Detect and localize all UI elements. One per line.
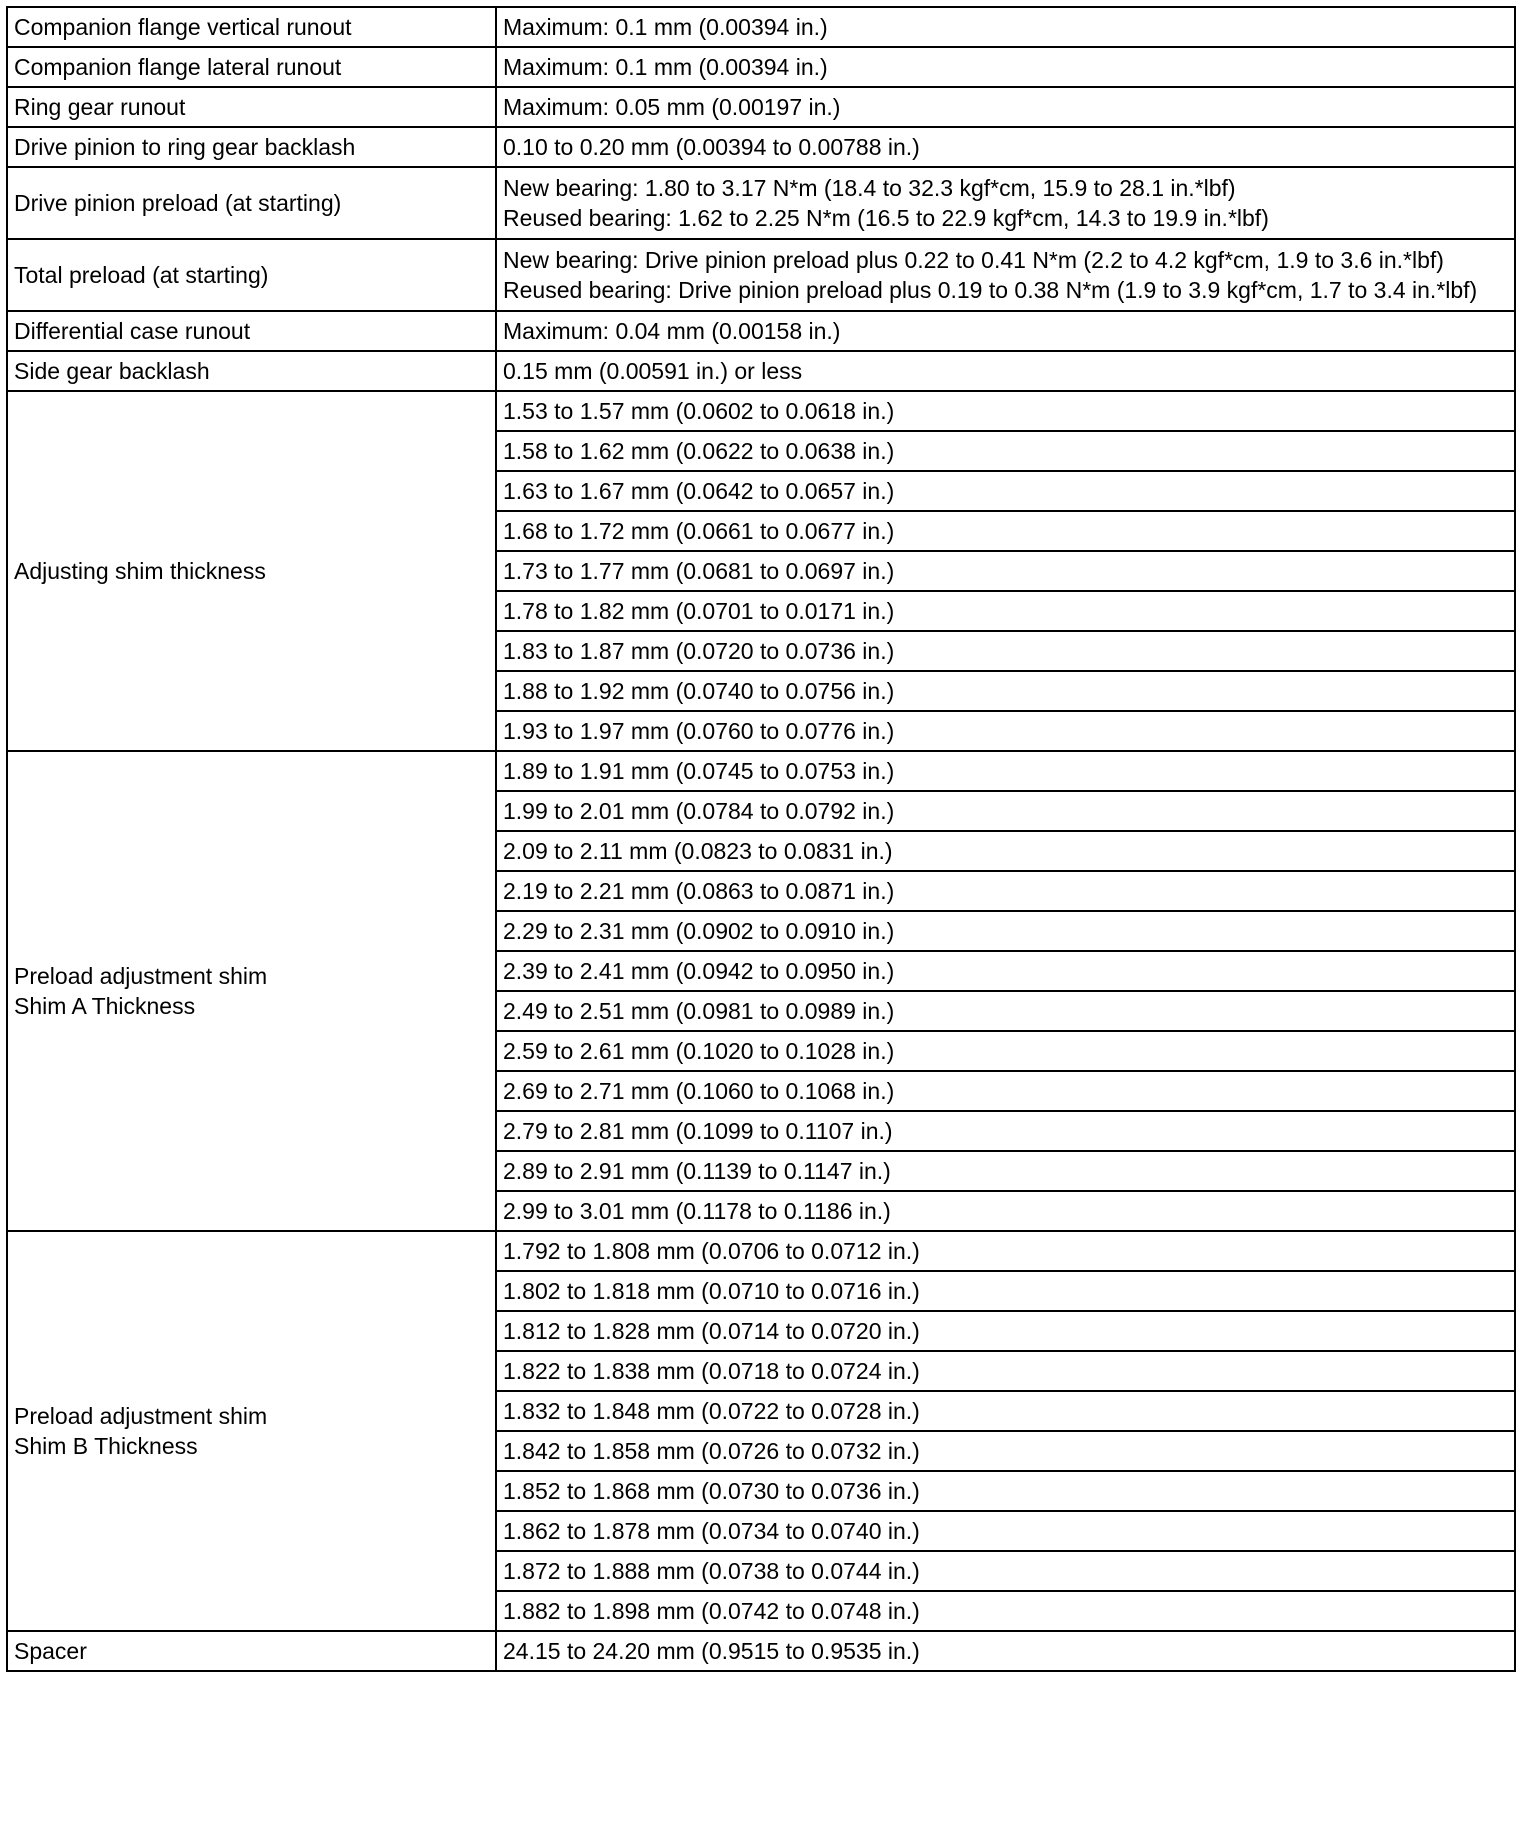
spec-label: Total preload (at starting) (7, 239, 496, 311)
spec-value: 1.68 to 1.72 mm (0.0661 to 0.0677 in.) (496, 511, 1515, 551)
spec-label-line: Shim B Thickness (14, 1433, 198, 1459)
spec-value: 1.93 to 1.97 mm (0.0760 to 0.0776 in.) (496, 711, 1515, 751)
spec-value: 1.99 to 2.01 mm (0.0784 to 0.0792 in.) (496, 791, 1515, 831)
spec-value: 1.832 to 1.848 mm (0.0722 to 0.0728 in.) (496, 1391, 1515, 1431)
spec-value-new-bearing: New bearing: 1.80 to 3.17 N*m (18.4 to 32.3 kgf*cm, 15.9 to 28.1 in.*lbf) (503, 175, 1236, 201)
spec-value-new-bearing: New bearing: Drive pinion preload plus 0.22 to 0.41 N*m (2.2 to 4.2 kgf*cm, 1.9 to 3.6 in.*lbf) (503, 247, 1444, 273)
spec-label: Adjusting shim thickness (7, 391, 496, 751)
spec-value: 1.63 to 1.67 mm (0.0642 to 0.0657 in.) (496, 471, 1515, 511)
spec-value: 2.79 to 2.81 mm (0.1099 to 0.1107 in.) (496, 1111, 1515, 1151)
spec-label: Drive pinion to ring gear backlash (7, 127, 496, 167)
spec-value-reused-bearing: Reused bearing: 1.62 to 2.25 N*m (16.5 to 22.9 kgf*cm, 14.3 to 19.9 in.*lbf) (503, 205, 1269, 231)
spec-label: Companion flange vertical runout (7, 7, 496, 47)
spec-label: Ring gear runout (7, 87, 496, 127)
spec-value: Maximum: 0.1 mm (0.00394 in.) (496, 7, 1515, 47)
spec-value: 1.842 to 1.858 mm (0.0726 to 0.0732 in.) (496, 1431, 1515, 1471)
spec-value: 1.812 to 1.828 mm (0.0714 to 0.0720 in.) (496, 1311, 1515, 1351)
spec-value: 2.49 to 2.51 mm (0.0981 to 0.0989 in.) (496, 991, 1515, 1031)
spec-value: 1.852 to 1.868 mm (0.0730 to 0.0736 in.) (496, 1471, 1515, 1511)
table-row (7, 7, 1515, 47)
spec-value: 1.83 to 1.87 mm (0.0720 to 0.0736 in.) (496, 631, 1515, 671)
spec-value: 2.29 to 2.31 mm (0.0902 to 0.0910 in.) (496, 911, 1515, 951)
spec-value-multiline (496, 167, 1515, 239)
spec-value: 1.872 to 1.888 mm (0.0738 to 0.0744 in.) (496, 1551, 1515, 1591)
table-row (7, 351, 1515, 391)
table-row (7, 167, 1515, 239)
spec-value: 1.78 to 1.82 mm (0.0701 to 0.0171 in.) (496, 591, 1515, 631)
spec-label-line: Shim A Thickness (14, 993, 196, 1019)
spec-label-multiline (7, 751, 496, 1231)
table-row (7, 751, 1515, 791)
spec-value-multiline (496, 239, 1515, 311)
spec-value: 2.19 to 2.21 mm (0.0863 to 0.0871 in.) (496, 871, 1515, 911)
spec-label-multiline (7, 1231, 496, 1631)
spec-value: Maximum: 0.05 mm (0.00197 in.) (496, 87, 1515, 127)
spec-value: 1.792 to 1.808 mm (0.0706 to 0.0712 in.) (496, 1231, 1515, 1271)
spec-value: 2.59 to 2.61 mm (0.1020 to 0.1028 in.) (496, 1031, 1515, 1071)
spec-value: 1.882 to 1.898 mm (0.0742 to 0.0748 in.) (496, 1591, 1515, 1631)
spec-value: 2.09 to 2.11 mm (0.0823 to 0.0831 in.) (496, 831, 1515, 871)
spec-label-line: Preload adjustment shim (14, 963, 268, 989)
table-row (7, 1231, 1515, 1271)
table-row (7, 239, 1515, 311)
spec-value: 1.73 to 1.77 mm (0.0681 to 0.0697 in.) (496, 551, 1515, 591)
spec-value: 2.39 to 2.41 mm (0.0942 to 0.0950 in.) (496, 951, 1515, 991)
spec-label: Companion flange lateral runout (7, 47, 496, 87)
spec-label-line: Preload adjustment shim (14, 1403, 268, 1429)
spec-value: 2.89 to 2.91 mm (0.1139 to 0.1147 in.) (496, 1151, 1515, 1191)
spec-value: Maximum: 0.1 mm (0.00394 in.) (496, 47, 1515, 87)
spec-value: 1.89 to 1.91 mm (0.0745 to 0.0753 in.) (496, 751, 1515, 791)
spec-value: 1.58 to 1.62 mm (0.0622 to 0.0638 in.) (496, 431, 1515, 471)
spec-value: 0.15 mm (0.00591 in.) or less (496, 351, 1515, 391)
spec-value: 1.53 to 1.57 mm (0.0602 to 0.0618 in.) (496, 391, 1515, 431)
table-row (7, 311, 1515, 351)
spec-value: 1.802 to 1.818 mm (0.0710 to 0.0716 in.) (496, 1271, 1515, 1311)
spec-value: 1.822 to 1.838 mm (0.0718 to 0.0724 in.) (496, 1351, 1515, 1391)
spec-label: Drive pinion preload (at starting) (7, 167, 496, 239)
spec-value: 0.10 to 0.20 mm (0.00394 to 0.00788 in.) (496, 127, 1515, 167)
spec-value: Maximum: 0.04 mm (0.00158 in.) (496, 311, 1515, 351)
spec-value: 24.15 to 24.20 mm (0.9515 to 0.9535 in.) (496, 1631, 1515, 1671)
spec-value: 2.99 to 3.01 mm (0.1178 to 0.1186 in.) (496, 1191, 1515, 1231)
table-row (7, 1631, 1515, 1671)
spec-value-reused-bearing: Reused bearing: Drive pinion preload plus 0.19 to 0.38 N*m (1.9 to 3.9 kgf*cm, 1.7 to 3.4 in.*lbf) (503, 277, 1478, 303)
table-row (7, 47, 1515, 87)
spec-value: 1.862 to 1.878 mm (0.0734 to 0.0740 in.) (496, 1511, 1515, 1551)
table-row (7, 391, 1515, 431)
table-row (7, 87, 1515, 127)
table-row (7, 127, 1515, 167)
spec-label: Differential case runout (7, 311, 496, 351)
spec-value: 1.88 to 1.92 mm (0.0740 to 0.0756 in.) (496, 671, 1515, 711)
spec-label: Side gear backlash (7, 351, 496, 391)
specification-table (6, 6, 1516, 1672)
spec-value: 2.69 to 2.71 mm (0.1060 to 0.1068 in.) (496, 1071, 1515, 1111)
spec-label: Spacer (7, 1631, 496, 1671)
